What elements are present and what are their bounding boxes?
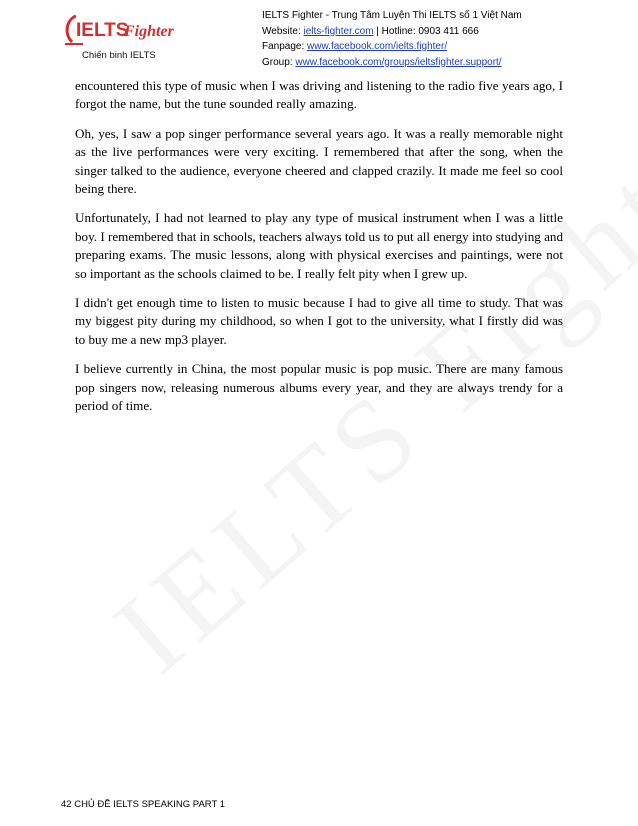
- logo-text-main: IELTS: [76, 20, 129, 41]
- logo-tagline: Chiến binh IELTS: [82, 50, 156, 61]
- fanpage-link[interactable]: www.facebook.com/ielts.fighter/: [307, 41, 448, 52]
- brand-logo[interactable]: [62, 12, 190, 64]
- website-label: Website:: [262, 25, 304, 37]
- hotline-text: | Hotline: 0903 411 666: [373, 25, 479, 37]
- group-label: Group:: [262, 56, 296, 68]
- paragraph-2: Oh, yes, I saw a pop singer performance several years ago. It was a really memorable night as the live performances were very exciting. I remembered that after the song, when the singer talked to the audience, everyone cheered and clapped crazily. It made me feel so cool being there.: [75, 125, 563, 197]
- logo-swoosh-icon: [67, 16, 76, 42]
- paragraph-1: encountered this type of music when I was driving and listening to the radio five years ago, I forgot the name, but the tune sounded really amazing.: [75, 78, 563, 112]
- website-link[interactable]: ielts-fighter.com: [303, 25, 374, 37]
- header-line-fanpage: [262, 39, 592, 55]
- fanpage-label: Fanpage:: [262, 41, 308, 52]
- document-body: [75, 77, 563, 427]
- paragraph-4: I didn't get enough time to listen to music because I had to give all time to study. That was my biggest pity during my childhood, so when I got to the university, what I firstly did was to buy me a new mp3 player.: [75, 295, 563, 347]
- header-info: [262, 8, 592, 70]
- header-line-1: IELTS Fighter - Trung Tâm Luyện Thi IELTS số 1 Việt Nam: [262, 10, 522, 21]
- paragraph-5: I believe currently in China, the most popular music is pop music. There are many famous pop singers now, releasing numerous albums every year, and they are always trendy for a period of time.: [75, 361, 563, 414]
- paragraph-3: Unfortunately, I had not learned to play any type of musical instrument when I was a little boy. I remembered that in schools, teachers always told us to put all energy into studying and preparing exams. The music lessons, along with physical exercises and paintings, were not so important as the schools claimed to be. I really felt pity when I grew up.: [75, 210, 563, 281]
- logo-rule: [65, 43, 83, 45]
- group-link[interactable]: www.facebook.com/groups/ieltsfighter.support/: [295, 56, 502, 68]
- page-footer: 42 CHỦ ĐỀ IELTS SPEAKING PART 1: [61, 799, 226, 810]
- header-line-website: [262, 24, 592, 40]
- header-line-group: [262, 55, 592, 71]
- logo-graphic: [62, 12, 190, 64]
- logo-text-sub: Fighter: [124, 23, 174, 40]
